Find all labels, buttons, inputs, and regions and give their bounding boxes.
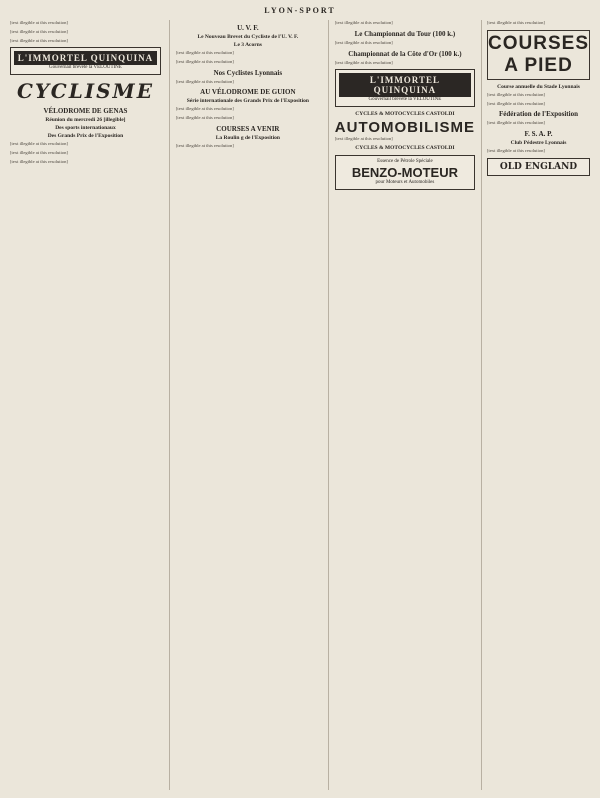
- article-text: [text illegible at this resolution]: [334, 136, 393, 142]
- advert-benzo: [335, 155, 475, 190]
- headline: VÉLODROME DE GENAS: [43, 107, 128, 116]
- article-text: [text illegible at this resolution]: [175, 106, 234, 112]
- article-text: [text illegible at this resolution]: [487, 91, 545, 97]
- column-2: [169, 20, 320, 790]
- article-text: [text illegible at this resolution]: [334, 39, 393, 45]
- advert-cycles: CYCLES & MOTOCYCLES CASTOLDI: [355, 145, 455, 152]
- advert-brand: L'IMMORTEL QUINQUINA: [14, 51, 157, 65]
- columns: [10, 20, 590, 790]
- article-text: [text illegible at this resolution]: [10, 37, 68, 43]
- advert-brand: BENZO-MOTEUR: [351, 165, 458, 181]
- headline: Fédération de l'Exposition: [499, 110, 578, 119]
- subheadline: Des Grands Prix de l'Exposition: [47, 133, 124, 140]
- subheadline: La Roulin g de l'Exposition: [215, 134, 280, 141]
- article-text: [text illegible at this resolution]: [175, 78, 234, 84]
- article-text: [text illegible at this resolution]: [487, 120, 545, 126]
- subheadline: Le Nouveau Brevet du Cycliste de l'U. V. F.: [197, 34, 299, 40]
- article-text: [text illegible at this resolution]: [10, 141, 68, 147]
- advert-cycles: CYCLES & MOTOCYCLES CASTOLDI: [355, 111, 455, 118]
- headline: F. S. A. P.: [524, 130, 553, 139]
- subheadline: Le 3 Acorns: [233, 42, 262, 48]
- advert-line: Gouvernail breveté la VELOUTINE: [368, 97, 442, 103]
- article-text: [text illegible at this resolution]: [334, 20, 393, 25]
- subheadline: Réunion du mercredi 26 [illegible]: [45, 117, 126, 124]
- column-1: [10, 20, 161, 790]
- column-3a: [335, 20, 475, 790]
- advert-quinquina: [10, 47, 161, 75]
- subheadline: Club Pédestre Lyonnais: [510, 140, 567, 147]
- advert-brand: L'IMMORTEL QUINQUINA: [339, 73, 471, 97]
- column-3: [328, 20, 590, 790]
- article-text: [text illegible at this resolution]: [175, 50, 234, 55]
- article-text: [text illegible at this resolution]: [10, 20, 68, 25]
- subheadline: Course annuelle du Stade Lyonnais: [497, 83, 580, 90]
- headline: U. V. F.: [237, 24, 259, 32]
- article-text: [text illegible at this resolution]: [487, 20, 545, 25]
- headline: COURSES A VENIR: [216, 124, 280, 133]
- article-text: [text illegible at this resolution]: [10, 158, 68, 164]
- article-text: [text illegible at this resolution]: [175, 115, 234, 121]
- article-text: [text illegible at this resolution]: [10, 28, 68, 34]
- headline: Le Championnat du Tour (100 k.): [354, 29, 456, 38]
- headline: AU VÉLODROME DE GUION: [200, 88, 296, 97]
- column-3b: [481, 20, 590, 790]
- advert-old-england: [487, 158, 590, 176]
- headline: Nos Cyclistes Lyonnais: [213, 68, 283, 77]
- advert-line: pour Moteurs et Automobiles: [375, 180, 435, 186]
- headline: Championnat de la Côte d'Or (100 k.): [348, 49, 462, 58]
- advert-quinquina: [335, 69, 475, 107]
- article-text: [text illegible at this resolution]: [175, 142, 234, 148]
- advert-brand: OLD ENGLAND: [499, 161, 578, 172]
- article-text: [text illegible at this resolution]: [334, 59, 393, 65]
- article-text: [text illegible at this resolution]: [487, 148, 545, 154]
- section-title: COURSES A PIED: [487, 30, 590, 80]
- article-text: [text illegible at this resolution]: [175, 58, 234, 64]
- article-text: [text illegible at this resolution]: [10, 150, 68, 156]
- subheadline: Série internationale des Grands Prix de l'Exposition: [186, 98, 309, 105]
- subheadline: Des sports internationaux: [55, 125, 116, 132]
- masthead: LYON-SPORT: [264, 6, 336, 15]
- section-title: CYCLISME: [16, 79, 154, 104]
- advert-line: Gouvernail breveté la VELOUTINE: [49, 65, 122, 71]
- advert-top: Essence de Pétrole Spéciale: [377, 159, 433, 165]
- article-text: [text illegible at this resolution]: [487, 100, 545, 106]
- section-title: AUTOMOBILISME: [334, 119, 476, 137]
